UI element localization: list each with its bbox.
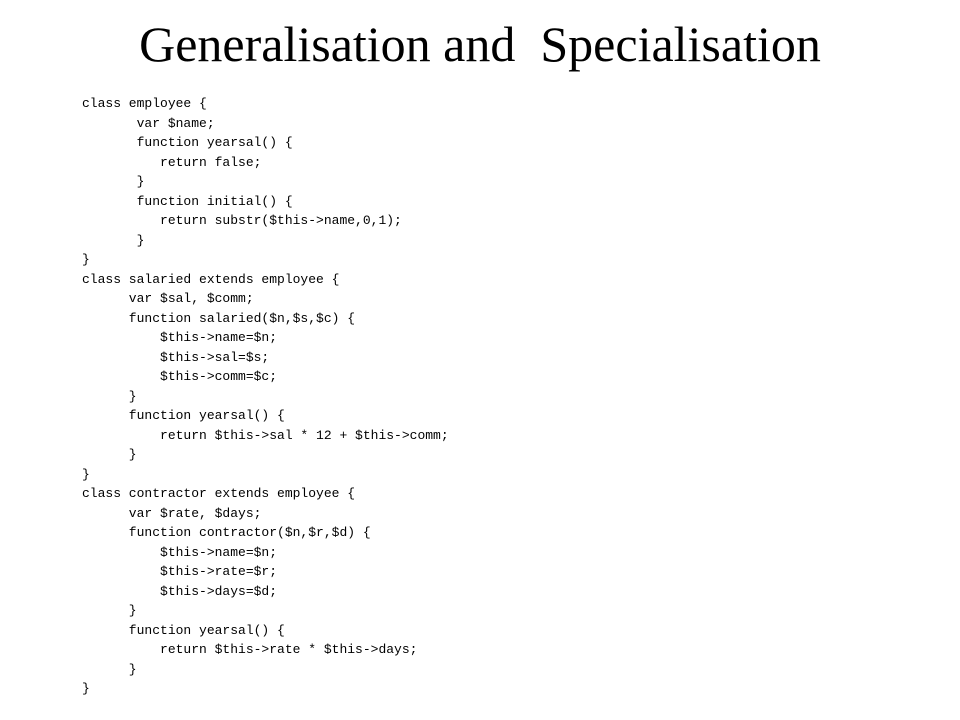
code-line: } — [82, 681, 90, 696]
code-line: function yearsal() { — [82, 622, 285, 638]
code-line: class salaried extends employee { — [82, 271, 340, 287]
code-line: $this->rate=$r; — [82, 564, 278, 579]
code-line: } — [82, 447, 137, 462]
code-line: } — [82, 603, 137, 618]
code-line: $this->name=$n; — [82, 544, 278, 560]
code-block — [82, 94, 449, 699]
code-line: return substr($this->name,0,1); — [82, 213, 402, 228]
code-line: function salaried($n,$s,$c) { — [82, 310, 356, 326]
code-line: function yearsal() { — [82, 135, 293, 150]
code-line: } — [82, 174, 145, 189]
code-line: var $sal, $comm; — [82, 291, 254, 306]
code-line: var $name; — [82, 115, 215, 131]
code-line: class contractor extends employee { — [82, 486, 356, 501]
code-line: function initial() { — [82, 193, 293, 209]
code-line: } — [82, 388, 137, 404]
code-line: $this->sal=$s; — [82, 349, 270, 365]
code-line: return false; — [82, 154, 262, 170]
code-line: $this->comm=$c; — [82, 369, 278, 384]
code-line: class employee { — [82, 96, 207, 111]
code-line: return $this->rate * $this->days; — [82, 642, 418, 657]
code-line: var $rate, $days; — [82, 505, 262, 521]
code-line: function contractor($n,$r,$d) { — [82, 525, 371, 540]
code-line: function yearsal() { — [82, 408, 285, 423]
code-line: } — [82, 661, 137, 677]
code-line: } — [82, 252, 90, 267]
slide-title: Generalisation and Specialisation — [139, 16, 821, 72]
code-line: return $this->sal * 12 + $this->comm; — [82, 427, 449, 443]
code-line: } — [82, 466, 90, 482]
code-line: $this->days=$d; — [82, 583, 278, 599]
code-line: } — [82, 232, 145, 248]
code-line: $this->name=$n; — [82, 330, 278, 345]
